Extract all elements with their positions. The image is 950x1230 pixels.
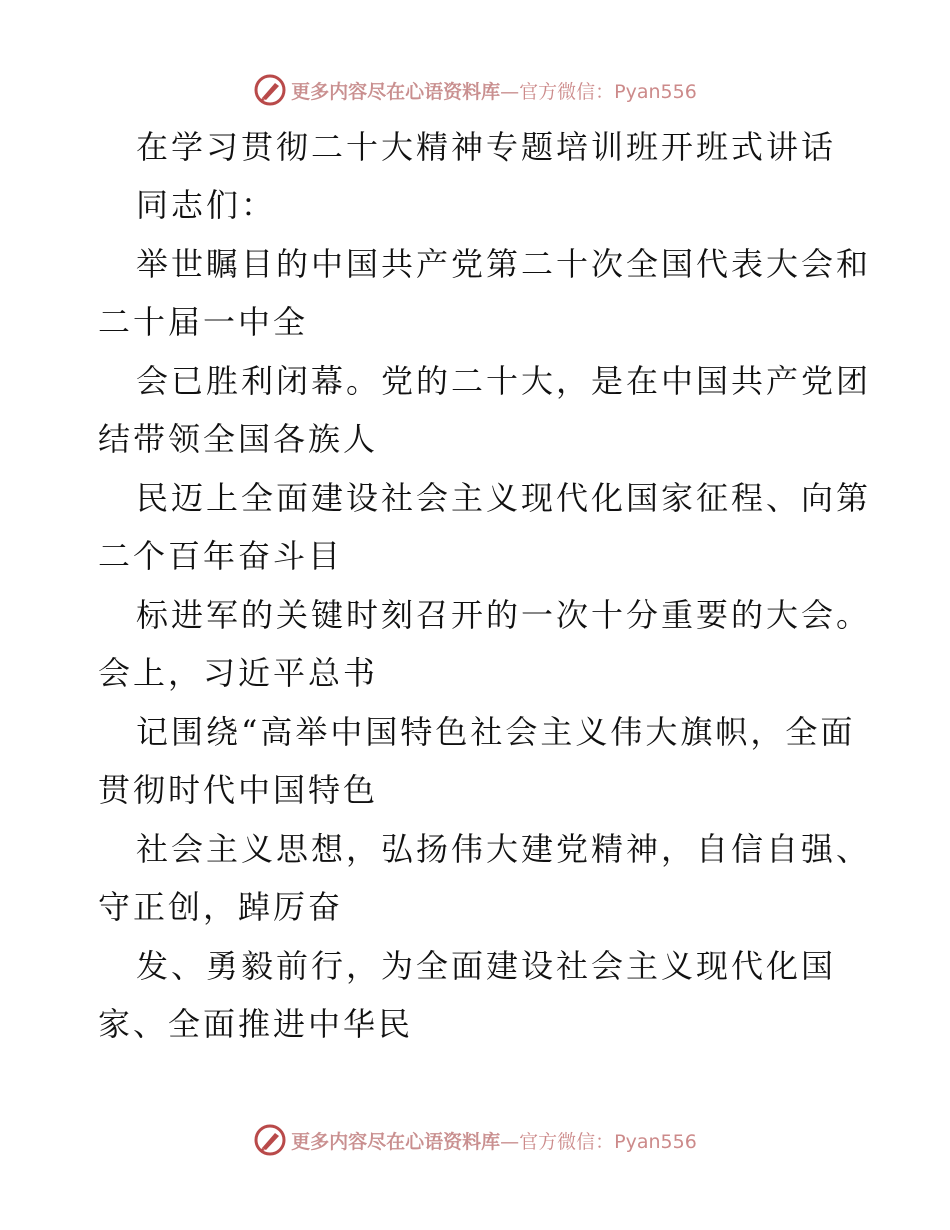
paragraph-line: 举世瞩目的中国共产党第二十次全国代表大会和	[136, 245, 872, 283]
banner-wechat-text: 官方微信：Pyan556	[519, 1130, 697, 1153]
document-greeting: 同志们：	[136, 186, 277, 224]
paragraph-line: 会已胜利闭幕。党的二十大，是在中国共产党团	[136, 362, 872, 400]
banner-site-text: 更多内容尽在心语资料库	[291, 80, 501, 103]
paragraph-line: 守正创，踔厉奋	[98, 888, 344, 926]
document-title: 在学习贯彻二十大精神专题培训班开班式讲话	[136, 128, 837, 166]
banner-separator: —	[500, 1130, 520, 1153]
paragraph-line: 会上，习近平总书	[98, 654, 379, 692]
paragraph-line: 记围绕“高举中国特色社会主义伟大旗帜，全面	[136, 713, 856, 751]
paragraph-line: 二十届一中全	[98, 303, 309, 341]
paragraph-line: 民迈上全面建设社会主义现代化国家征程、向第	[136, 479, 872, 517]
paragraph-line: 结带领全国各族人	[98, 420, 379, 458]
paragraph-line: 社会主义思想，弘扬伟大建党精神，自信自强、	[136, 830, 872, 868]
pen-logo-icon	[253, 1123, 287, 1157]
paragraph-line: 二个百年奋斗目	[98, 537, 344, 575]
paragraph-line: 标进军的关键时刻召开的一次十分重要的大会。	[136, 596, 872, 634]
banner-wechat-text: 官方微信：Pyan556	[519, 80, 697, 103]
paragraph-line: 发、勇毅前行，为全面建设社会主义现代化国	[136, 947, 837, 985]
paragraph-line: 贯彻时代中国特色	[98, 771, 379, 809]
paragraph-line: 家、全面推进中华民	[98, 1005, 414, 1043]
banner-label	[291, 1127, 697, 1154]
banner-site-text: 更多内容尽在心语资料库	[291, 1130, 501, 1153]
banner-separator: —	[500, 80, 520, 103]
footer-banner	[0, 1123, 950, 1157]
